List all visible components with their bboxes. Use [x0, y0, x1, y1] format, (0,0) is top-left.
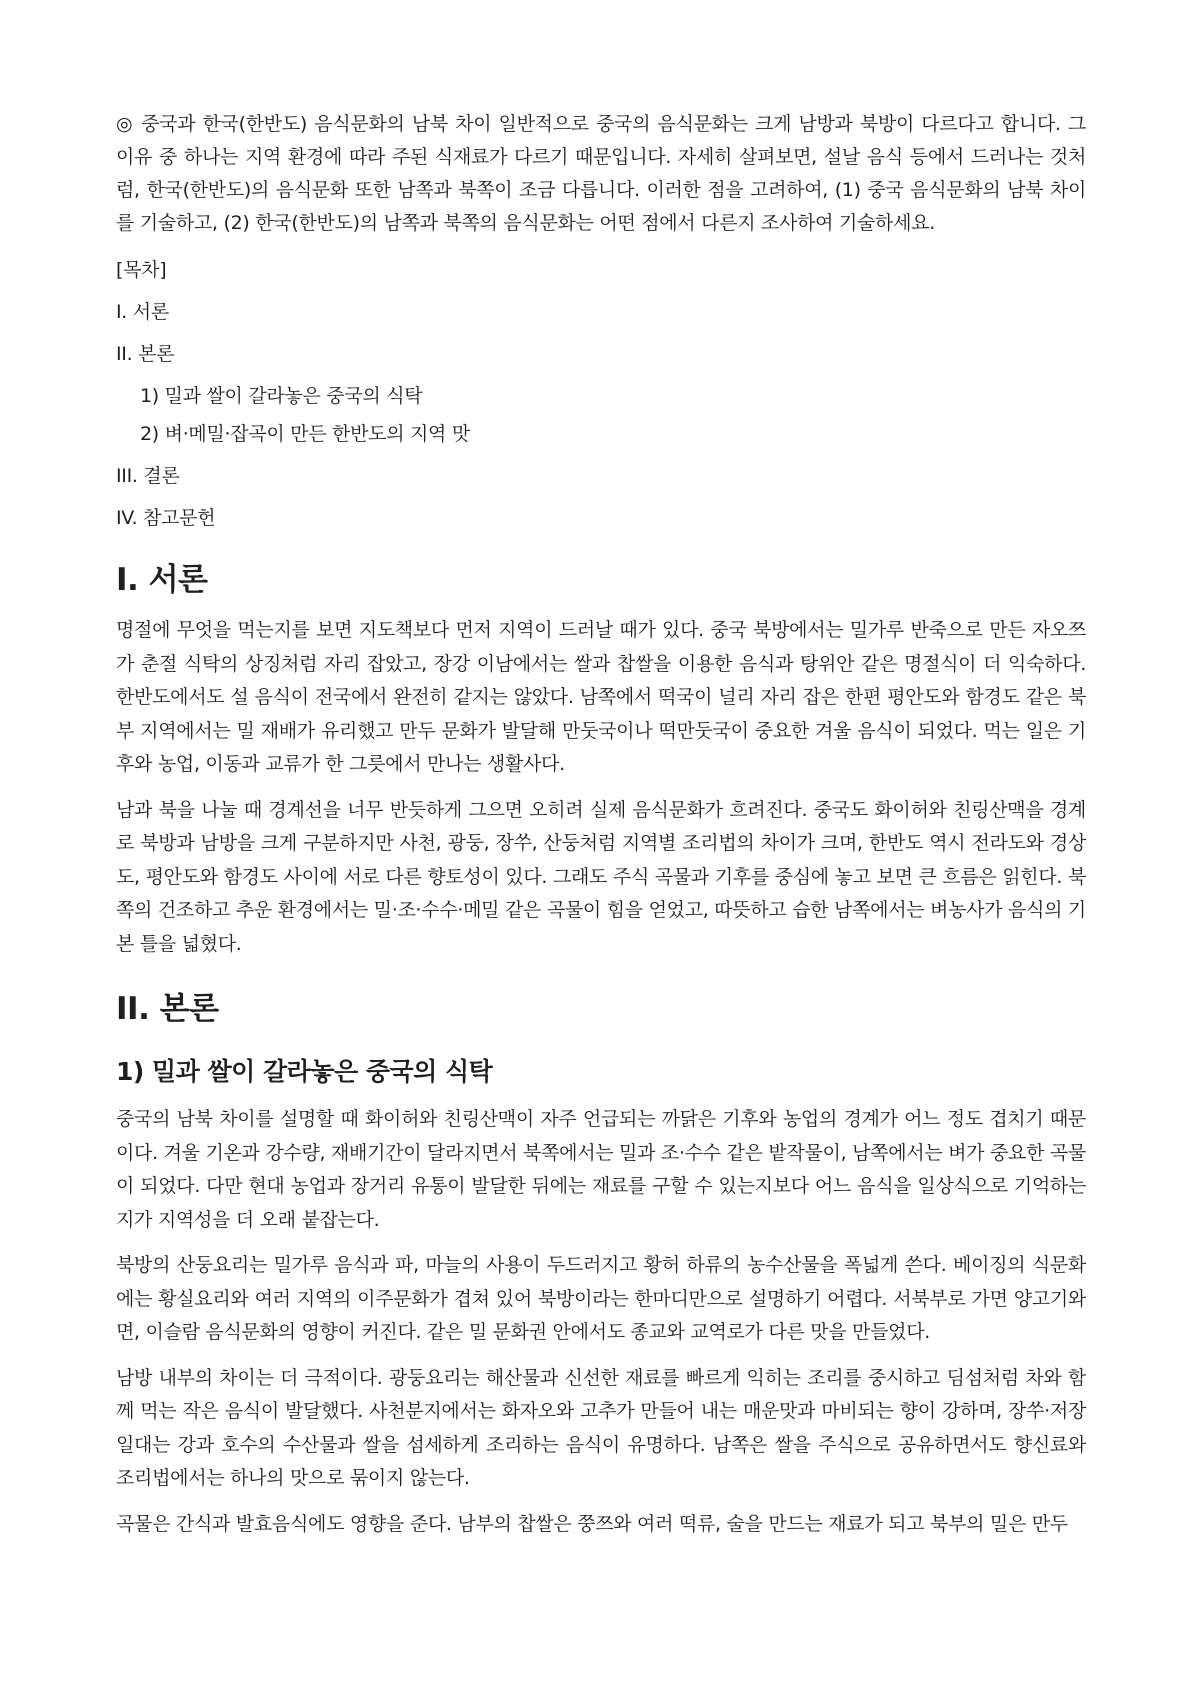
section-title-body: II. 본론 [116, 991, 219, 1027]
china-paragraph-4: 곡물은 간식과 발효음식에도 영향을 준다. 남부의 찹쌀은 쭝쯔와 여러 떡류, 술을 만드는 재료가 되고 북부의 밀은 만두 [116, 1512, 1068, 1535]
toc-item-conclusion: III. 결론 [116, 465, 180, 487]
section-title-intro: I. 서론 [116, 562, 208, 598]
toc-item-body: II. 본론 [116, 343, 175, 365]
china-paragraph-2: 북방의 산둥요리는 밀가루 음식과 파, 마늘의 사용이 두드러지고 황허 하류의 농수산물을 폭넓게 쓴다. 베이징의 식문화에는 황실요리와 여러 지역의 이주문화가 겹쳐 있어 북방이라는 한마디만으로 설명하기 어렵다. 서북부로 가면 양고기와 면, 이슬람 음식문화의 영향이 커진다. 같은 밀 문화권 안에서도 종교와 교역로가 다른 맛을 만들었다. [116, 1254, 1086, 1343]
toc-item-intro: I. 서론 [116, 301, 169, 323]
toc-subitem-china: 1) 밀과 쌀이 갈라놓은 중국의 식탁 [140, 385, 423, 407]
subsection-title-china: 1) 밀과 쌀이 갈라놓은 중국의 식탁 [116, 1057, 493, 1086]
china-paragraph-1: 중국의 남북 차이를 설명할 때 화이허와 친링산맥이 자주 언급되는 까닭은 기후와 농업의 경계가 어느 정도 겹치기 때문이다. 겨울 기온과 강수량, 재배기간이 달라지면서 북쪽에서는 밀과 조·수수 같은 밭작물이, 남쪽에서는 벼가 중요한 곡물이 되었다. 다만 현대 농업과 장거리 유통이 발달한 뒤에는 재료를 구할 수 있는지보다 어느 음식을 일상식으로 기억하는지가 지역성을 더 오래 붙잡는다. [116, 1108, 1086, 1231]
toc-item-references: IV. 참고문헌 [116, 507, 216, 529]
toc-heading: [목차] [116, 259, 167, 281]
toc-subitem-korea: 2) 벼·메밀·잡곡이 만든 한반도의 지역 맛 [140, 423, 470, 445]
assignment-prompt: ◎ 중국과 한국(한반도) 음식문화의 남북 차이 일반적으로 중국의 음식문화는 크게 남방과 북방이 다르다고 합니다. 그 이유 중 하나는 지역 환경에 따라 주된 식재료가 다르기 때문입니다. 자세히 살펴보면, 설날 음식 등에서 드러나는 것처럼, 한국(한반도)의 음식문화 또한 남쪽과 북쪽이 조금 다릅니다. 이러한 점을 고려하여, (1) 중국 음식문화의 남북 차이를 기술하고, (2) 한국(한반도)의 남쪽과 북쪽의 음식문화는 어떤 점에서 다른지 조사하여 기술하세요. [116, 113, 1086, 234]
china-paragraph-3: 남방 내부의 차이는 더 극적이다. 광둥요리는 해산물과 신선한 재료를 빠르게 익히는 조리를 중시하고 딤섬처럼 차와 함께 먹는 작은 음식이 발달했다. 사천분지에서는 화자오와 고추가 만들어 내는 매운맛과 마비되는 향이 강하며, 장쑤·저장 일대는 강과 호수의 수산물과 쌀을 섬세하게 조리하는 음식이 유명하다. 남쪽은 쌀을 주식으로 공유하면서도 향신료와 조리법에서는 하나의 맛으로 묶이지 않는다. [116, 1366, 1086, 1489]
intro-paragraph-2: 남과 북을 나눌 때 경계선을 너무 반듯하게 그으면 오히려 실제 음식문화가 흐려진다. 중국도 화이허와 친링산맥을 경계로 북방과 남방을 크게 구분하지만 사천, 광둥, 장쑤, 산둥처럼 지역별 조리법의 차이가 크며, 한반도 역시 전라도와 경상도, 평안도와 함경도 사이에 서로 다른 향토성이 있다. 그래도 주식 곡물과 기후를 중심에 놓고 보면 큰 흐름은 읽힌다. 북쪽의 건조하고 추운 환경에서는 밀·조·수수·메밀 같은 곡물이 힘을 얻었고, 따뜻하고 습한 남쪽에서는 벼농사가 음식의 기본 틀을 넓혔다. [116, 798, 1086, 955]
table-of-contents [116, 256, 1086, 532]
intro-paragraph-1: 명절에 무엇을 먹는지를 보면 지도책보다 먼저 지역이 드러날 때가 있다. 중국 북방에서는 밀가루 반죽으로 만든 자오쯔가 춘절 식탁의 상징처럼 자리 잡았고, 장강 이남에서는 쌀과 찹쌀을 이용한 음식과 탕위안 같은 명절식이 더 익숙하다. 한반도에서도 설 음식이 전국에서 완전히 같지는 않았다. 남쪽에서 떡국이 널리 자리 잡은 한편 평안도와 함경도 같은 북부 지역에서는 밀 재배가 유리했고 만두 문화가 발달해 만둣국이나 떡만둣국이 중요한 겨울 음식이 되었다. 먹는 일은 기후와 농업, 이동과 교류가 한 그릇에서 만나는 생활사다. [116, 619, 1086, 775]
